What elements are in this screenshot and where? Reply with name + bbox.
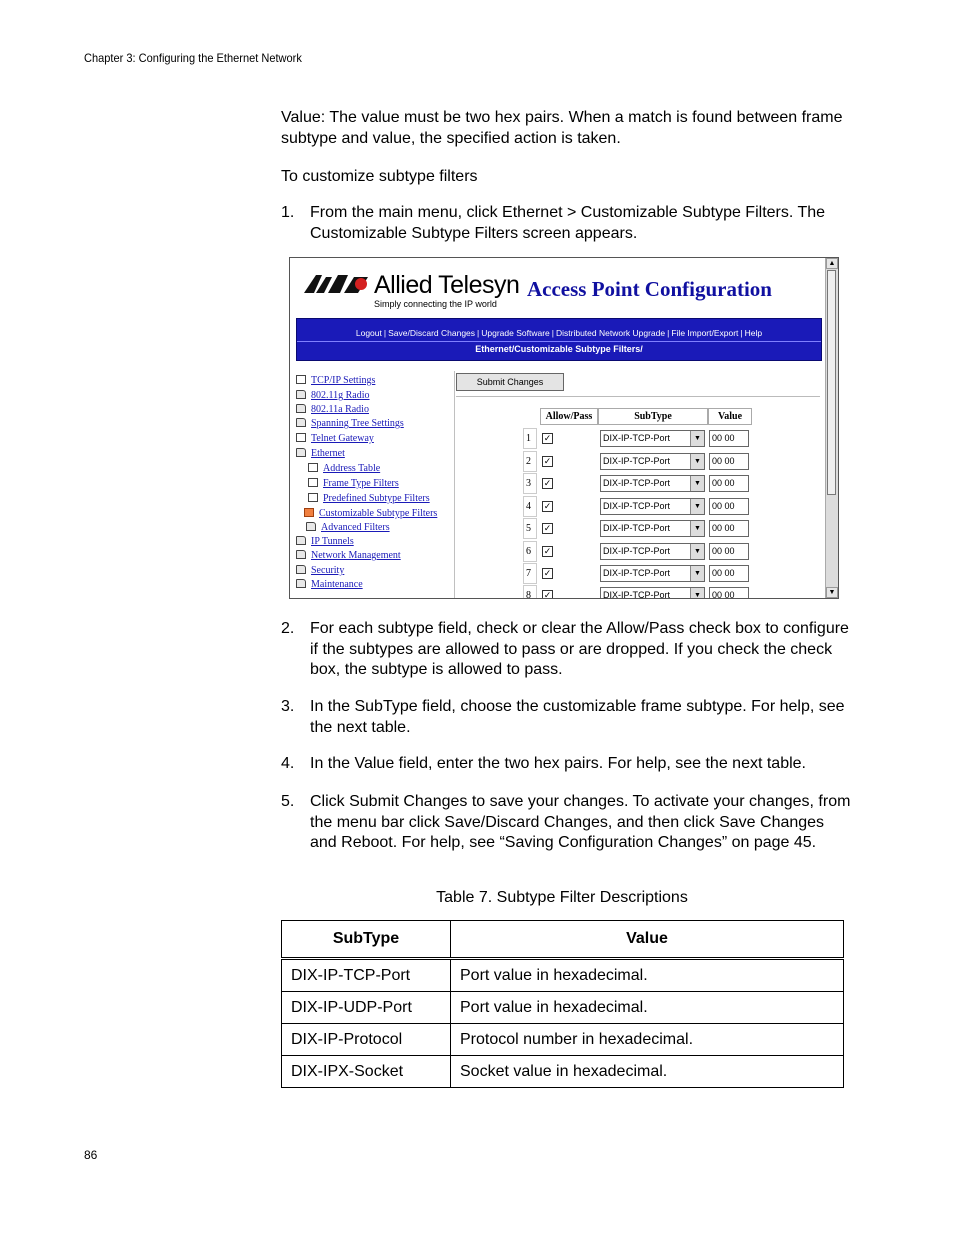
row-number: 2 [523, 451, 537, 472]
submit-changes-button[interactable]: Submit Changes [456, 373, 564, 391]
subtype-select[interactable]: DIX-IP-TCP-Port ▼ [600, 453, 705, 470]
folder-icon [296, 565, 306, 574]
value-input[interactable]: 00 00 [709, 498, 749, 515]
allow-pass-checkbox[interactable]: ✓ [543, 456, 552, 466]
row-number: 6 [523, 541, 537, 562]
subtype-select[interactable]: DIX-IP-TCP-Port ▼ [600, 498, 705, 515]
breadcrumb: Ethernet/Customizable Subtype Filters/ [475, 344, 643, 354]
row-number: 7 [523, 563, 537, 584]
step-number: 4. [281, 755, 295, 772]
folder-icon [296, 404, 306, 413]
subtype-select[interactable]: DIX-IP-TCP-Port ▼ [600, 543, 705, 560]
value-header: Value [708, 408, 752, 425]
value-input[interactable]: 00 00 [709, 475, 749, 492]
chevron-down-icon: ▼ [690, 544, 704, 559]
subtype-select[interactable]: DIX-IP-TCP-Port ▼ [600, 565, 705, 582]
vertical-scrollbar[interactable] [825, 258, 838, 598]
table-cell: DIX-IP-UDP-Port [282, 992, 451, 1024]
nav-ip-tunnels[interactable]: IP Tunnels [296, 536, 354, 547]
menu-bar [296, 318, 822, 361]
subtype-select[interactable]: DIX-IP-TCP-Port ▼ [600, 475, 705, 492]
scroll-up-icon[interactable]: ▲ [826, 258, 838, 269]
menu-help[interactable]: Help [744, 328, 763, 338]
embedded-screenshot [289, 257, 839, 599]
value-input[interactable]: 00 00 [709, 453, 749, 470]
nav-frame-type-filters[interactable]: Frame Type Filters [308, 478, 399, 489]
chevron-down-icon: ▼ [690, 588, 704, 599]
step-text: From the main menu, click Ethernet > Customizable Subtype Filters. The Customizable Subtype Filters screen appears. [310, 204, 826, 242]
value-paragraph: Value: The value must be two hex pairs. When a match is found between frame subtype and value, the specified action is taken. [281, 109, 843, 147]
allow-pass-checkbox[interactable]: ✓ [543, 568, 552, 578]
table-cell: DIX-IP-TCP-Port [282, 959, 451, 992]
allow-pass-checkbox[interactable]: ✓ [543, 501, 552, 511]
nav-maintenance[interactable]: Maintenance [296, 579, 363, 590]
step-text: In the SubType field, choose the customizable frame subtype. For help, see the next table. [310, 698, 845, 736]
folder-icon [296, 536, 306, 545]
subtype-select[interactable]: DIX-IP-TCP-Port ▼ [600, 520, 705, 537]
current-page-icon [304, 508, 314, 517]
menu-distributed-upgrade[interactable]: Distributed Network Upgrade [555, 328, 666, 338]
menu-divider [297, 341, 821, 342]
chevron-down-icon: ▼ [690, 476, 704, 491]
allow-pass-checkbox[interactable]: ✓ [543, 590, 552, 599]
scroll-thumb[interactable] [827, 270, 836, 495]
content-divider [456, 396, 820, 397]
subtype-select[interactable]: DIX-IP-TCP-Port ▼ [600, 587, 705, 599]
folder-icon [296, 550, 306, 559]
table-cell: Socket value in hexadecimal. [451, 1056, 844, 1088]
menu-save-discard[interactable]: Save/Discard Changes [388, 328, 476, 338]
step-text: Click Submit Changes to save your changes. To activate your changes, from the menu bar click Save/Discard Changes, and then click Save Changes and Reboot. For help, see “Saving Configuration Changes” on page 45. [310, 793, 851, 851]
value-input[interactable]: 00 00 [709, 520, 749, 537]
nav-telnet-gateway[interactable]: Telnet Gateway [296, 433, 374, 444]
menu-items: Logout | Save/Discard Changes | Upgrade Software | Distributed Network Upgrade | File Import/Export | Help [355, 328, 763, 338]
subtype-header: SubType [598, 408, 708, 425]
menu-file-import-export[interactable]: File Import/Export [671, 328, 739, 338]
chevron-down-icon: ▼ [690, 454, 704, 469]
open-folder-icon [296, 448, 306, 457]
nav-network-management[interactable]: Network Management [296, 550, 401, 561]
screen-title: Access Point Configuration [527, 277, 772, 301]
chevron-down-icon: ▼ [690, 431, 704, 446]
nav-advanced-filters[interactable]: Advanced Filters [306, 522, 390, 533]
nav-customizable-subtype-filters[interactable]: Customizable Subtype Filters [304, 508, 437, 519]
table-row [282, 1056, 844, 1088]
row-number: 3 [523, 473, 537, 494]
table-row [282, 959, 844, 992]
allow-pass-checkbox[interactable]: ✓ [543, 546, 552, 556]
running-header: Chapter 3: Configuring the Ethernet Network [84, 51, 302, 65]
step-text: In the Value field, enter the two hex pairs. For help, see the next table. [310, 755, 806, 772]
table-row [282, 992, 844, 1024]
step-number: 3. [281, 698, 295, 715]
row-number: 1 [523, 428, 537, 449]
step-number: 1. [281, 204, 295, 221]
nav-80211g-radio[interactable]: 802.11g Radio [296, 390, 370, 401]
value-input[interactable]: 00 00 [709, 543, 749, 560]
nav-predefined-subtype-filters[interactable]: Predefined Subtype Filters [308, 493, 430, 504]
table-header-row [282, 921, 844, 959]
step-1 [281, 203, 851, 245]
folder-icon [296, 418, 306, 427]
nav-address-table[interactable]: Address Table [308, 463, 380, 474]
row-number: 5 [523, 518, 537, 539]
table-caption: Table 7. Subtype Filter Descriptions [436, 889, 688, 906]
nav-security[interactable]: Security [296, 565, 344, 576]
nav-tcpip-settings[interactable]: TCP/IP Settings [296, 375, 375, 386]
page-icon [296, 375, 306, 384]
procedure-title: To customize subtype filters [281, 168, 478, 185]
allow-pass-checkbox[interactable]: ✓ [543, 433, 552, 443]
page-icon [308, 493, 318, 502]
page-icon [296, 433, 306, 442]
folder-icon [306, 522, 316, 531]
column-header: Value [451, 921, 844, 959]
step-text: For each subtype field, check or clear the Allow/Pass check box to configure if the subtypes are allowed to pass or are dropped. If you check the check box, the subtype is allowed to pass. [310, 620, 849, 678]
brand-tagline: Simply connecting the IP world [374, 299, 497, 309]
folder-icon [296, 390, 306, 399]
table-cell: DIX-IPX-Socket [282, 1056, 451, 1088]
pane-divider [454, 371, 455, 599]
step-number: 5. [281, 793, 295, 810]
brand-name: Allied Telesyn [374, 271, 520, 299]
value-input[interactable]: 00 00 [709, 587, 749, 599]
table-cell: DIX-IP-Protocol [282, 1024, 451, 1056]
table-cell: Protocol number in hexadecimal. [451, 1024, 844, 1056]
menu-logout[interactable]: Logout [355, 328, 382, 338]
allow-pass-header: Allow/Pass [540, 408, 598, 425]
nav-spanning-tree[interactable]: Spanning Tree Settings [296, 418, 404, 429]
table-row [282, 1024, 844, 1056]
chevron-down-icon: ▼ [690, 521, 704, 536]
row-number: 8 [523, 585, 537, 599]
chevron-down-icon: ▼ [690, 566, 704, 581]
step-number: 2. [281, 620, 295, 637]
folder-icon [296, 579, 306, 588]
allow-pass-checkbox[interactable]: ✓ [543, 523, 552, 533]
page-icon [308, 463, 318, 472]
chevron-down-icon: ▼ [690, 499, 704, 514]
scroll-down-icon[interactable]: ▼ [826, 587, 838, 598]
nav-80211a-radio[interactable]: 802.11a Radio [296, 404, 369, 415]
table-cell: Port value in hexadecimal. [451, 992, 844, 1024]
allied-telesyn-logo-icon [304, 273, 370, 295]
menu-upgrade-software[interactable]: Upgrade Software [481, 328, 550, 338]
column-header: SubType [282, 921, 451, 959]
row-number: 4 [523, 496, 537, 517]
nav-ethernet[interactable]: Ethernet [296, 448, 345, 459]
page-number: 86 [84, 1148, 98, 1162]
value-input[interactable]: 00 00 [709, 430, 749, 447]
allow-pass-checkbox[interactable]: ✓ [543, 478, 552, 488]
table-cell: Port value in hexadecimal. [451, 959, 844, 992]
page-icon [308, 478, 318, 487]
subtype-select[interactable]: DIX-IP-TCP-Port ▼ [600, 430, 705, 447]
subtype-description-table [281, 920, 844, 1088]
value-input[interactable]: 00 00 [709, 565, 749, 582]
